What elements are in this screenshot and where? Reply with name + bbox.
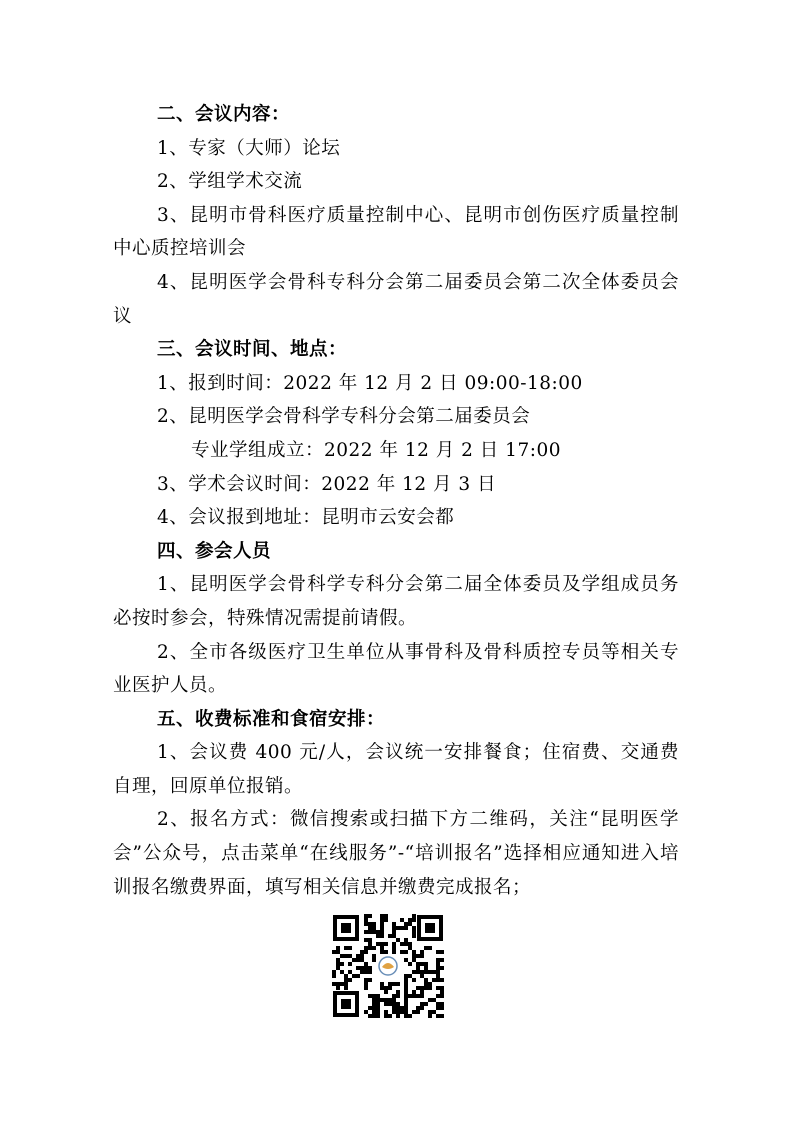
section-heading-content: 二、会议内容： [157,104,291,125]
fee-item: 1、会议费 400 元/人，会议统一安排餐食；住宿费、交通费自理，回原单位报销。 [113,742,679,797]
section-heading-fees: 五、收费标准和食宿安排： [157,708,386,730]
content-item: 2、学组学术交流 [157,171,303,193]
time-item: 2、昆明医学会骨科学专科分会第二届委员会 [157,406,531,428]
registration-item: 2、报名方式：微信搜索或扫描下方二维码，关注“昆明医学会”公众号，点击菜单“在线服务”-“培训报名”选择相应通知进入培训报名缴费界面，填写相关信息并缴费完成报名； [113,809,679,898]
qr-code-icon[interactable] [331,913,445,1019]
society-logo-icon [377,955,399,977]
section-heading-time-place: 三、会议时间、地点： [157,339,348,361]
address-item: 4、会议报到地址：昆明市云安会都 [157,507,455,529]
time-item-continued: 专业学组成立：2022 年 12 月 2 日 17:00 [191,439,561,461]
time-item: 1、报到时间：2022 年 12 月 2 日 09:00-18:00 [157,372,583,394]
section-heading-attendees: 四、参会人员 [157,540,272,562]
document-body [113,98,679,904]
time-item: 3、学术会议时间：2022 年 12 月 3 日 [157,473,497,495]
content-item: 3、昆明市骨科医疗质量控制中心、昆明市创伤医疗质量控制中心质控培训会 [113,204,679,260]
attendee-item: 1、昆明医学会骨科学专科分会第二届全体委员及学组成员务必按时参会，特殊情况需提前请假。 [113,574,679,629]
content-item: 4、昆明医学会骨科专科分会第二届委员会第二次全体委员会议 [113,271,679,327]
content-item: 1、专家（大师）论坛 [157,137,341,159]
attendee-item: 2、全市各级医疗卫生单位从事骨科及骨科质控专员等相关专业医护人员。 [113,641,679,697]
